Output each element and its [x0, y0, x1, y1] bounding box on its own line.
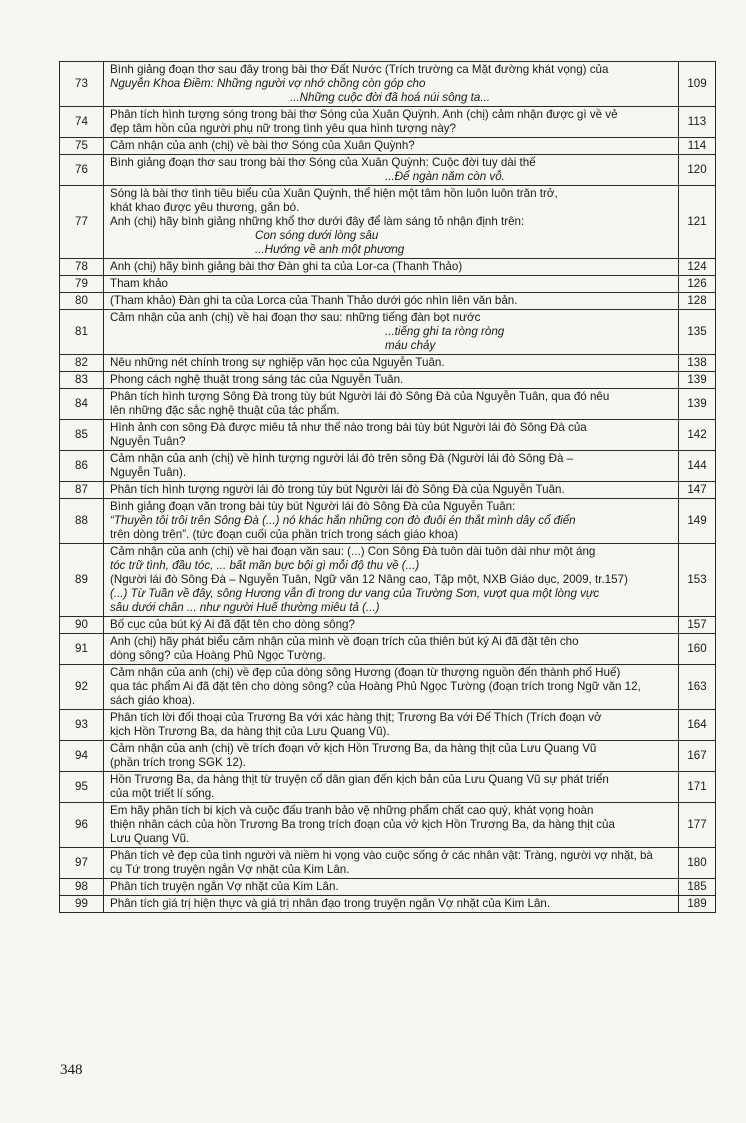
table-row	[60, 710, 716, 741]
entry-line: Em hãy phân tích bi kịch và cuộc đấu tranh bảo vệ những phẩm chất cao quý, khát vọng hoàn	[110, 804, 594, 817]
entry-page: 149	[679, 499, 716, 544]
entry-number: 78	[60, 259, 104, 276]
entry-page: 128	[679, 293, 716, 310]
entry-line: Cảm nhận của anh (chị) về bài thơ Sóng của Xuân Quỳnh?	[110, 139, 415, 152]
entry-line: của một triết lí sống.	[110, 787, 215, 800]
entry-line: máu chảy	[385, 339, 436, 352]
entry-number: 83	[60, 372, 104, 389]
entry-line: trên dòng trên”. (tức đoạn cuối của phần trích trong sách giáo khoa)	[110, 528, 459, 541]
entry-description	[104, 310, 679, 355]
entry-line: ...tiếng ghi ta ròng ròng	[385, 325, 505, 338]
entry-number: 85	[60, 420, 104, 451]
entry-line: khát khao được yêu thương, gắn bó.	[110, 201, 300, 214]
entry-line: Nguyễn Tuân).	[110, 466, 187, 479]
table-row	[60, 389, 716, 420]
entry-line: Hình ảnh con sông Đà được miêu tả như thế nào trong bài tùy bút Người lái đò Sông Đà của	[110, 421, 587, 434]
entry-number: 76	[60, 155, 104, 186]
entry-description	[104, 62, 679, 107]
entry-page: 139	[679, 389, 716, 420]
entry-description	[104, 634, 679, 665]
entry-page: 171	[679, 772, 716, 803]
entry-description	[104, 544, 679, 617]
entry-description	[104, 665, 679, 710]
entry-page: 185	[679, 879, 716, 896]
table-row	[60, 803, 716, 848]
entry-page: 126	[679, 276, 716, 293]
entry-page: 147	[679, 482, 716, 499]
page-number: 348	[60, 1062, 83, 1078]
entry-description	[104, 896, 679, 913]
entry-page: 144	[679, 451, 716, 482]
entry-description	[104, 482, 679, 499]
entry-description	[104, 420, 679, 451]
entry-number: 88	[60, 499, 104, 544]
entry-number: 75	[60, 138, 104, 155]
entry-page: 120	[679, 155, 716, 186]
entry-page: 124	[679, 259, 716, 276]
entry-line: Phân tích giá trị hiện thực và giá trị nhân đạo trong truyện ngắn Vợ nhặt của Kim Lân.	[110, 897, 551, 910]
entry-line: Bình giảng đoạn thơ sau trong bài thơ Sóng của Xuân Quỳnh: Cuộc đời tuy dài thế	[110, 156, 536, 169]
entry-page: 160	[679, 634, 716, 665]
entry-line: Phân tích lời đối thoại của Trương Ba với xác hàng thịt; Trương Ba với Đế Thích (Trích đoạn vở	[110, 711, 602, 724]
entry-page: 153	[679, 544, 716, 617]
table-row	[60, 772, 716, 803]
entry-number: 92	[60, 665, 104, 710]
entry-line: Con sóng dưới lòng sâu	[255, 229, 379, 242]
entry-description	[104, 186, 679, 259]
entry-line: Cảm nhận của anh (chị) về hai đoạn thơ sau: những tiếng đàn bọt nước	[110, 311, 481, 324]
entry-number: 81	[60, 310, 104, 355]
entry-description	[104, 848, 679, 879]
table-row	[60, 499, 716, 544]
entry-line: Cảm nhận của anh (chị) về trích đoạn vở kịch Hồn Trương Ba, da hàng thịt của Lưu Quang Vũ	[110, 742, 597, 755]
entry-line: dòng sông? của Hoàng Phủ Ngọc Tường.	[110, 649, 326, 662]
entry-description	[104, 107, 679, 138]
table-row	[60, 617, 716, 634]
entry-line: Cảm nhận của anh (chị) về hai đoạn văn sau: (...) Con Sông Đà tuôn dài tuôn dài như một áng	[110, 545, 596, 558]
entry-line: lên những đặc sắc nghệ thuật của tác phẩm.	[110, 404, 340, 417]
entry-page: 180	[679, 848, 716, 879]
table-of-contents	[59, 61, 716, 913]
entry-line: Phân tích hình tượng người lái đò trong tùy bút Người lái đò Sông Đà của Nguyễn Tuân.	[110, 483, 565, 496]
entry-line: ...Những cuộc đời đã hoá núi sông ta...	[290, 91, 490, 104]
entry-line: Phong cách nghệ thuật trong sáng tác của Nguyễn Tuân.	[110, 373, 404, 386]
table-row	[60, 896, 716, 913]
entry-line: Anh (chị) hãy phát biểu cảm nhận của mình về đoạn trích của thiên bút ký Ai đã đặt tên cho	[110, 635, 579, 648]
entry-page: 121	[679, 186, 716, 259]
entry-line: (Người lái đò Sông Đà – Nguyễn Tuân, Ngữ văn 12 Nâng cao, Tập một, NXB Giáo dục, 2009, tr.157)	[110, 573, 628, 586]
entry-number: 73	[60, 62, 104, 107]
entry-page: 189	[679, 896, 716, 913]
entry-number: 93	[60, 710, 104, 741]
entry-line: Lưu Quang Vũ.	[110, 832, 190, 845]
entry-line: qua tác phẩm Ai đã đặt tên cho dòng sông? của Hoàng Phủ Ngọc Tường (đoạn trích trong Ngữ văn 12,	[110, 680, 641, 693]
entry-page: 157	[679, 617, 716, 634]
entry-number: 97	[60, 848, 104, 879]
toc-body	[60, 62, 716, 913]
entry-page: 164	[679, 710, 716, 741]
entry-page: 135	[679, 310, 716, 355]
entry-description	[104, 355, 679, 372]
entry-number: 80	[60, 293, 104, 310]
table-row	[60, 665, 716, 710]
entry-line: Phân tích hình tượng Sông Đà trong tùy bút Người lái đò Sông Đà của Nguyễn Tuân, qua đó nêu	[110, 390, 610, 403]
entry-line: sâu dưới chân ... như người Huế thường miêu tả (...)	[110, 601, 380, 614]
entry-line: Anh (chị) hãy bình giảng bài thơ Đàn ghi ta của Lor-ca (Thanh Thảo)	[110, 260, 463, 273]
table-row	[60, 62, 716, 107]
entry-description	[104, 741, 679, 772]
entry-line: Bình giảng đoạn văn trong bài tùy bút Người lái đò Sông Đà của Nguyễn Tuân:	[110, 500, 516, 513]
table-row	[60, 259, 716, 276]
table-row	[60, 293, 716, 310]
entry-line: Phân tích hình tượng sóng trong bài thơ Sóng của Xuân Quỳnh. Anh (chị) cảm nhận được gì về vẻ	[110, 108, 618, 121]
entry-line: (...) Từ Tuần về đây, sông Hương vẫn đi trong dư vang của Trường Sơn, vượt qua một lòng vực	[110, 587, 600, 600]
entry-number: 82	[60, 355, 104, 372]
entry-page: 163	[679, 665, 716, 710]
entry-description	[104, 617, 679, 634]
entry-page: 142	[679, 420, 716, 451]
table-row	[60, 186, 716, 259]
entry-line: Phân tích vẻ đẹp của tình người và niềm hi vọng vào cuộc sống ở các nhân vật: Tràng, người vợ nhặt, bà	[110, 849, 653, 862]
entry-number: 95	[60, 772, 104, 803]
entry-page: 114	[679, 138, 716, 155]
table-row	[60, 634, 716, 665]
table-row	[60, 138, 716, 155]
entry-number: 77	[60, 186, 104, 259]
entry-description	[104, 451, 679, 482]
table-row	[60, 276, 716, 293]
entry-description	[104, 155, 679, 186]
entry-number: 96	[60, 803, 104, 848]
entry-line: ...Hướng về anh một phương	[255, 243, 405, 256]
entry-line: Hồn Trương Ba, da hàng thịt từ truyện cổ dân gian đến kịch bản của Lưu Quang Vũ sự phát triển	[110, 773, 609, 786]
entry-number: 99	[60, 896, 104, 913]
table-row	[60, 155, 716, 186]
entry-number: 90	[60, 617, 104, 634]
entry-line: đẹp tâm hồn của người phụ nữ trong tình yêu qua hình tượng này?	[110, 122, 456, 135]
table-row	[60, 355, 716, 372]
entry-description	[104, 710, 679, 741]
entry-description	[104, 499, 679, 544]
entry-line: Cảm nhận của anh (chị) về hình tượng người lái đò trên sông Đà (Người lái đò Sông Đà –	[110, 452, 574, 465]
entry-page: 138	[679, 355, 716, 372]
entry-number: 86	[60, 451, 104, 482]
entry-description	[104, 389, 679, 420]
table-row	[60, 741, 716, 772]
entry-page: 167	[679, 741, 716, 772]
entry-description	[104, 372, 679, 389]
entry-number: 91	[60, 634, 104, 665]
entry-number: 87	[60, 482, 104, 499]
entry-line: tóc trữ tình, đầu tóc, ... bất mãn bực bội gì mỗi độ thu về (...)	[110, 559, 420, 572]
entry-description	[104, 293, 679, 310]
entry-line: (phần trích trong SGK 12).	[110, 756, 246, 769]
entry-line: cụ Tứ trong truyện ngắn Vợ nhặt của Kim Lân.	[110, 863, 350, 876]
entry-line: Phân tích truyện ngắn Vợ nhặt của Kim Lân.	[110, 880, 339, 893]
entry-line: kịch Hồn Trương Ba, da hàng thịt của Lưu Quang Vũ).	[110, 725, 390, 738]
entry-page: 139	[679, 372, 716, 389]
entry-line: sách giáo khoa).	[110, 694, 196, 707]
entry-page: 113	[679, 107, 716, 138]
entry-line: Sóng là bài thơ tình tiêu biểu của Xuân Quỳnh, thể hiện một tâm hồn luôn luôn trăn trở,	[110, 187, 558, 200]
entry-description	[104, 276, 679, 293]
entry-number: 98	[60, 879, 104, 896]
entry-line: (Tham khảo) Đàn ghi ta của Lorca của Thanh Thảo dưới góc nhìn liên văn bản.	[110, 294, 518, 307]
entry-number: 79	[60, 276, 104, 293]
table-row	[60, 544, 716, 617]
entry-line: Bố cục của bút ký Ai đã đặt tên cho dòng sông?	[110, 618, 355, 631]
entry-description	[104, 138, 679, 155]
entry-line: Cảm nhận của anh (chị) về đẹp của dòng sông Hương (đoạn từ thượng nguồn đến thành phố Huế)	[110, 666, 621, 679]
entry-page: 109	[679, 62, 716, 107]
entry-line: Tham khảo	[110, 277, 168, 290]
table-row	[60, 879, 716, 896]
table-row	[60, 451, 716, 482]
entry-line: Nguyễn Khoa Điềm: Những người vợ nhớ chồng còn góp cho	[110, 77, 426, 90]
entry-description	[104, 803, 679, 848]
entry-number: 89	[60, 544, 104, 617]
entry-number: 74	[60, 107, 104, 138]
table-row	[60, 420, 716, 451]
entry-line: Anh (chị) hãy bình giảng những khổ thơ dưới đây để làm sáng tỏ nhận định trên:	[110, 215, 525, 228]
entry-line: Nguyễn Tuân?	[110, 435, 186, 448]
entry-line: thiện nhân cách của hồn Trương Ba trong trích đoạn của vở kịch Hồn Trương Ba, da hàng thịt của	[110, 818, 615, 831]
table-row	[60, 372, 716, 389]
table-row	[60, 310, 716, 355]
table-row	[60, 848, 716, 879]
entry-line: “Thuyền tôi trôi trên Sông Đà (...) nó khác hẳn những con đò đuôi én thắt mình dây cổ điển	[110, 514, 576, 527]
entry-line: Bình giảng đoạn thơ sau đây trong bài thơ Đất Nước (Trích trường ca Mặt đường khát vọng) của	[110, 63, 609, 76]
entry-description	[104, 259, 679, 276]
entry-number: 94	[60, 741, 104, 772]
entry-line: ...Để ngàn năm còn vỗ.	[385, 170, 505, 183]
table-row	[60, 107, 716, 138]
table-row	[60, 482, 716, 499]
entry-description	[104, 772, 679, 803]
entry-line: Nêu những nét chính trong sự nghiệp văn học của Nguyễn Tuân.	[110, 356, 445, 369]
entry-page: 177	[679, 803, 716, 848]
entry-number: 84	[60, 389, 104, 420]
entry-description	[104, 879, 679, 896]
